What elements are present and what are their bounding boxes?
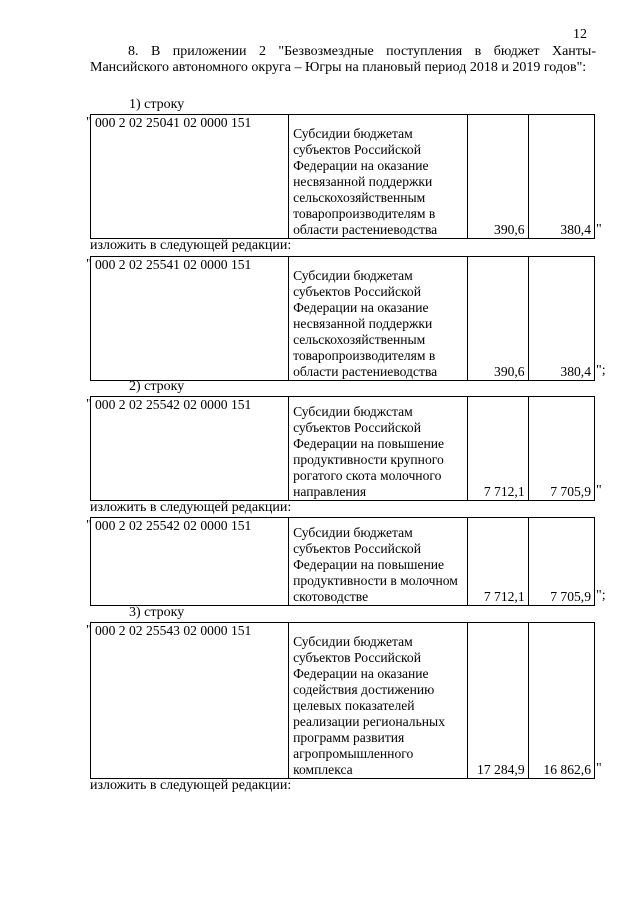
row-code: 000 2 02 25041 02 0000 151 xyxy=(91,115,289,239)
row-code: 000 2 02 25542 02 0000 151 xyxy=(91,397,289,501)
quote-open: " xyxy=(86,623,92,638)
table-row xyxy=(91,518,595,606)
label-line-1: 1) строку xyxy=(129,97,185,112)
quote-close: " xyxy=(596,483,602,498)
budget-table-1 xyxy=(90,114,595,239)
row-description: Субсидии бюджетам субъектов Российской Федерации на повышение продуктивности в молочном скотоводстве xyxy=(289,518,468,606)
label-replace: изложить в следующей редакции: xyxy=(90,238,292,253)
budget-table-2 xyxy=(90,256,595,381)
quote-open: " xyxy=(86,518,92,533)
budget-table-4 xyxy=(90,517,595,606)
page-number: 12 xyxy=(573,27,587,42)
quote-open: " xyxy=(86,115,92,130)
budget-table-3 xyxy=(90,396,595,501)
row-code: 000 2 02 25541 02 0000 151 xyxy=(91,257,289,381)
row-code: 000 2 02 25542 02 0000 151 xyxy=(91,518,289,606)
row-value-2018: 17 284,9 xyxy=(468,623,528,779)
quote-close-semicolon: "; xyxy=(596,588,606,603)
quote-close: " xyxy=(596,222,602,237)
table-row xyxy=(91,115,595,239)
row-description: Субсидии бюджетам субъектов Российской Федерации на оказание несвязанной поддержки сельскохозяйственным товаропроизводителям в области растениеводства xyxy=(289,115,468,239)
row-code: 000 2 02 25543 02 0000 151 xyxy=(91,623,289,779)
row-value-2018: 7 712,1 xyxy=(468,518,528,606)
row-value-2019: 380,4 xyxy=(528,115,594,239)
intro-text: 8. В приложении 2 "Безвозмездные поступления в бюджет Ханты-Мансийского автономного округа – Югры на плановый период 2018 и 2019 годов": xyxy=(90,44,596,75)
row-value-2018: 390,6 xyxy=(468,257,528,381)
row-value-2018: 390,6 xyxy=(468,115,528,239)
quote-open: " xyxy=(86,397,92,412)
table-row xyxy=(91,623,595,779)
row-value-2019: 16 862,6 xyxy=(528,623,594,779)
budget-table-5 xyxy=(90,622,595,779)
label-replace: изложить в следующей редакции: xyxy=(90,778,292,793)
row-value-2019: 7 705,9 xyxy=(528,518,594,606)
row-description: Субсидии бюджетам субъектов Российской Федерации на оказание несвязанной поддержки сельскохозяйственным товаропроизводителям в области растениеводства xyxy=(289,257,468,381)
row-value-2019: 380,4 xyxy=(528,257,594,381)
table-row xyxy=(91,397,595,501)
intro-paragraph xyxy=(90,44,596,76)
row-value-2018: 7 712,1 xyxy=(468,397,528,501)
quote-open: " xyxy=(86,257,92,272)
quote-close-semicolon: "; xyxy=(596,363,606,378)
label-replace: изложить в следующей редакции: xyxy=(90,500,292,515)
row-description: Субсидии бюджстам субъектов Российской Федерации на повышение продуктивности крупного рогатого скота молочного направления xyxy=(289,397,468,501)
label-line-2: 2) строку xyxy=(129,379,185,394)
row-value-2019: 7 705,9 xyxy=(528,397,594,501)
quote-close: " xyxy=(596,761,602,776)
table-row xyxy=(91,257,595,381)
row-description: Субсидии бюджетам субъектов Российской Федерации на оказание содействия достижению целевых показателей реализации региональных программ развития агропромышленного комплекса xyxy=(289,623,468,779)
label-line-3: 3) строку xyxy=(129,605,185,620)
